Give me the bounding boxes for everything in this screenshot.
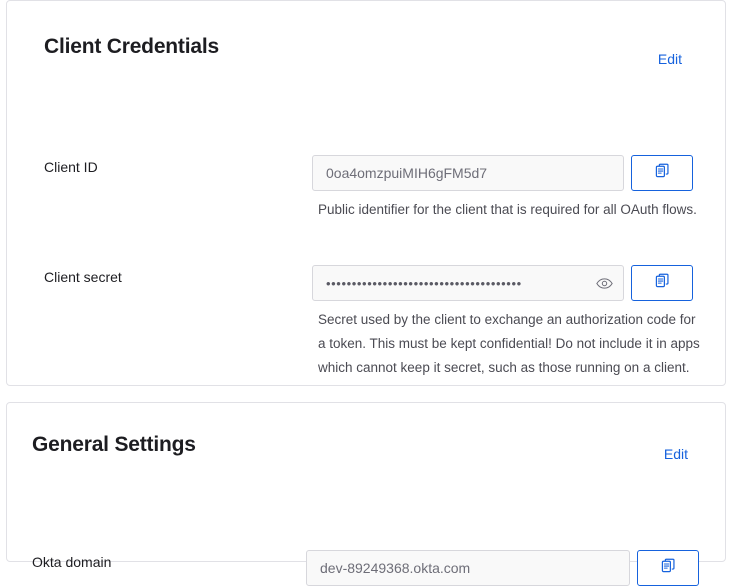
client-secret-masked-value: •••••••••••••••••••••••••••••••••••••• [326, 275, 522, 291]
okta-domain-input[interactable] [306, 550, 630, 586]
copy-icon [655, 273, 670, 293]
copy-icon [661, 558, 676, 578]
client-id-helper-text: Public identifier for the client that is required for all OAuth flows. [318, 202, 697, 217]
general-settings-header [7, 403, 725, 462]
client-id-label: Client ID [44, 159, 98, 175]
eye-icon[interactable] [594, 273, 614, 293]
copy-client-secret-button[interactable] [631, 265, 693, 301]
edit-general-settings-button[interactable]: Edit [663, 446, 688, 462]
okta-domain-value: dev-89249368.okta.com [320, 560, 471, 576]
general-settings-card [6, 402, 726, 576]
client-secret-input-group [312, 265, 693, 301]
okta-domain-input-group [306, 550, 699, 586]
client-credentials-header [7, 1, 725, 67]
copy-icon [655, 163, 670, 183]
general-settings-title: General Settings [32, 433, 196, 456]
page-title: Client Credentials [44, 35, 219, 58]
client-id-value: 0oa4omzpuiMIH6gFM5d7 [326, 165, 488, 181]
client-secret-helper-text: Secret used by the client to exchange an authorization code for a token. This must be kept confidential! Do not include it in apps which cannot keep it secret, such as those running on a client. [318, 312, 700, 375]
edit-client-credentials-button[interactable]: Edit [657, 51, 682, 67]
okta-domain-label: Okta domain [32, 554, 112, 570]
client-secret-input[interactable] [312, 265, 624, 301]
copy-okta-domain-button[interactable] [637, 550, 699, 586]
client-credentials-card [6, 0, 726, 386]
client-id-input[interactable] [312, 155, 624, 191]
client-secret-label: Client secret [44, 269, 122, 285]
copy-client-id-button[interactable] [631, 155, 693, 191]
client-id-input-group [312, 155, 693, 191]
